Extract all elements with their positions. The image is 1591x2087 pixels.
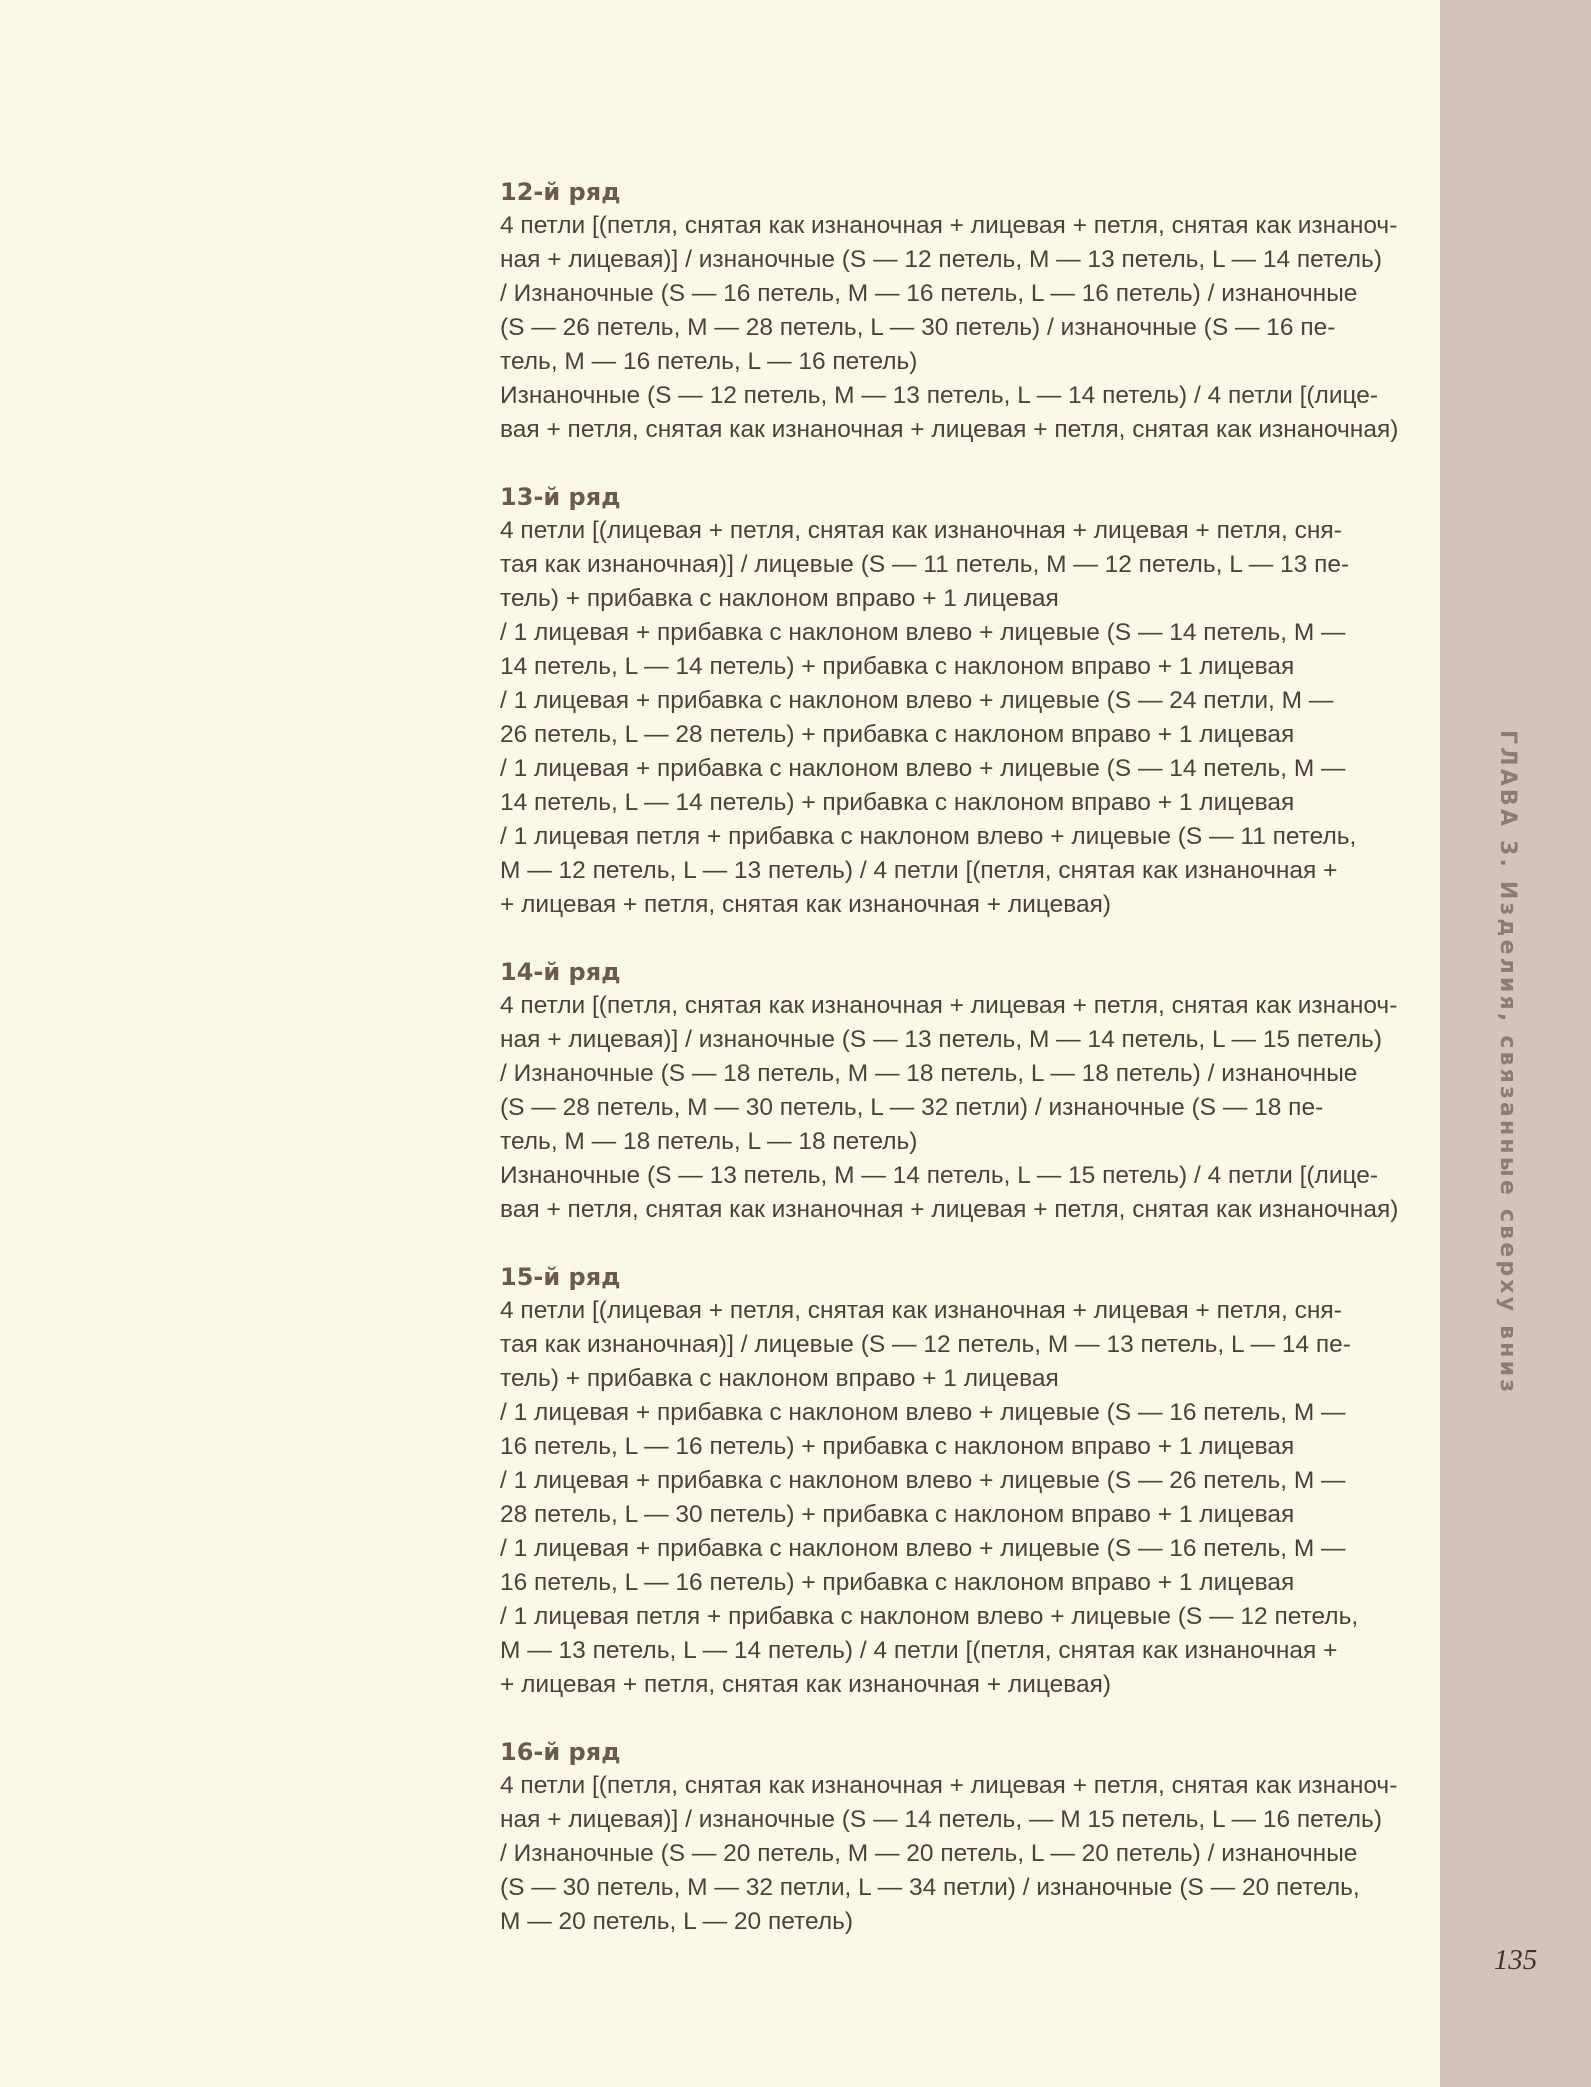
instruction-line: M — 13 петель, L — 14 петель) / 4 петли [(петля, снятая как изнаночная +	[500, 1637, 1338, 1664]
instruction-line: (S — 26 петель, M — 28 петель, L — 30 петель) / изнаночные (S — 16 пе-	[500, 314, 1336, 341]
instruction-line: / 1 лицевая + прибавка с наклоном влево + лицевые (S — 14 петель, M —	[500, 755, 1346, 782]
instruction-line: / 1 лицевая + прибавка с наклоном влево + лицевые (S — 14 петель, M —	[500, 619, 1346, 646]
instruction-line: ная + лицевая)] / изнаночные (S — 12 петель, M — 13 петель, L — 14 петель)	[500, 246, 1382, 273]
instruction-line: + лицевая + петля, снятая как изнаночная + лицевая)	[500, 1671, 1112, 1698]
instruction-line: тель, M — 18 петель, L — 18 петель)	[500, 1128, 918, 1155]
instruction-line: / 1 лицевая петля + прибавка с наклоном влево + лицевые (S — 12 петель,	[500, 1603, 1359, 1630]
instruction-line: / 1 лицевая петля + прибавка с наклоном влево + лицевые (S — 11 петель,	[500, 823, 1357, 850]
instruction-line: Изнаночные (S — 12 петель, M — 13 петель, L — 14 петель) / 4 петли [(лице-	[500, 382, 1379, 409]
instruction-line: / 1 лицевая + прибавка с наклоном влево + лицевые (S — 16 петель, M —	[500, 1399, 1346, 1426]
row-section	[500, 175, 1400, 447]
instruction-line: 28 петель, L — 30 петель) + прибавка с наклоном вправо + 1 лицевая	[500, 1501, 1295, 1528]
instruction-line: тель) + прибавка с наклоном вправо + 1 лицевая	[500, 1365, 1059, 1392]
instruction-line: 14 петель, L — 14 петель) + прибавка с наклоном вправо + 1 лицевая	[500, 653, 1295, 680]
instruction-line: 16 петель, L — 16 петель) + прибавка с наклоном вправо + 1 лицевая	[500, 1433, 1295, 1460]
instruction-line: 26 петель, L — 28 петель) + прибавка с наклоном вправо + 1 лицевая	[500, 721, 1295, 748]
chapter-label: ГЛАВА 3. Изделия, связанные сверху вниз	[1495, 730, 1520, 1396]
instruction-line: M — 12 петель, L — 13 петель) / 4 петли [(петля, снятая как изнаночная +	[500, 857, 1338, 884]
row-heading: 15-й ряд	[500, 1263, 621, 1291]
row-section	[500, 480, 1400, 922]
instruction-line: вая + петля, снятая как изнаночная + лицевая + петля, снятая как изнаночная)	[500, 416, 1399, 443]
instruction-line: / 1 лицевая + прибавка с наклоном влево + лицевые (S — 16 петель, M —	[500, 1535, 1346, 1562]
instruction-line: / 1 лицевая + прибавка с наклоном влево + лицевые (S — 26 петель, M —	[500, 1467, 1346, 1494]
instruction-line: (S — 30 петель, M — 32 петли, L — 34 петли) / изнаночные (S — 20 петель,	[500, 1874, 1360, 1901]
instruction-line: / Изнаночные (S — 16 петель, M — 16 петель, L — 16 петель) / изнаночные	[500, 280, 1358, 307]
instruction-line: ная + лицевая)] / изнаночные (S — 13 петель, M — 14 петель, L — 15 петель)	[500, 1026, 1382, 1053]
instruction-line: тая как изнаночная)] / лицевые (S — 11 петель, M — 12 петель, L — 13 пе-	[500, 551, 1350, 578]
instruction-line: тель, M — 16 петель, L — 16 петель)	[500, 348, 918, 375]
instruction-line: 16 петель, L — 16 петель) + прибавка с наклоном вправо + 1 лицевая	[500, 1569, 1295, 1596]
instruction-line: (S — 28 петель, M — 30 петель, L — 32 петли) / изнаночные (S — 18 пе-	[500, 1094, 1324, 1121]
instruction-line: тая как изнаночная)] / лицевые (S — 12 петель, M — 13 петель, L — 14 пе-	[500, 1331, 1351, 1358]
instruction-line: / Изнаночные (S — 20 петель, M — 20 петель, L — 20 петель) / изнаночные	[500, 1840, 1358, 1867]
row-section	[500, 1735, 1400, 1939]
instruction-line: 4 петли [(лицевая + петля, снятая как изнаночная + лицевая + петля, сня-	[500, 1297, 1342, 1324]
instruction-line: / Изнаночные (S — 18 петель, M — 18 петель, L — 18 петель) / изнаночные	[500, 1060, 1358, 1087]
instruction-line: 14 петель, L — 14 петель) + прибавка с наклоном вправо + 1 лицевая	[500, 789, 1295, 816]
instruction-line: вая + петля, снятая как изнаночная + лицевая + петля, снятая как изнаночная)	[500, 1196, 1399, 1223]
row-heading: 12-й ряд	[500, 178, 621, 206]
row-section	[500, 1260, 1400, 1702]
instruction-line: + лицевая + петля, снятая как изнаночная + лицевая)	[500, 891, 1112, 918]
row-heading: 16-й ряд	[500, 1738, 621, 1766]
instruction-line: тель) + прибавка с наклоном вправо + 1 лицевая	[500, 585, 1059, 612]
instruction-line: 4 петли [(петля, снятая как изнаночная + лицевая + петля, снятая как изнаноч-	[500, 212, 1398, 239]
instruction-line: 4 петли [(петля, снятая как изнаночная + лицевая + петля, снятая как изнаноч-	[500, 992, 1398, 1019]
instruction-line: Изнаночные (S — 13 петель, M — 14 петель, L — 15 петель) / 4 петли [(лице-	[500, 1162, 1379, 1189]
instruction-line: 4 петли [(лицевая + петля, снятая как изнаночная + лицевая + петля, сня-	[500, 517, 1342, 544]
row-section	[500, 955, 1400, 1227]
instruction-line: / 1 лицевая + прибавка с наклоном влево + лицевые (S — 24 петли, M —	[500, 687, 1334, 714]
instruction-line: M — 20 петель, L — 20 петель)	[500, 1908, 854, 1935]
row-heading: 14-й ряд	[500, 958, 621, 986]
instruction-line: ная + лицевая)] / изнаночные (S — 14 петель, — M 15 петель, L — 16 петель)	[500, 1806, 1382, 1833]
row-heading: 13-й ряд	[500, 483, 621, 511]
page-number: 135	[1493, 1944, 1538, 1976]
page-content	[500, 175, 1400, 1972]
instruction-line: 4 петли [(петля, снятая как изнаночная + лицевая + петля, снятая как изнаноч-	[500, 1772, 1398, 1799]
